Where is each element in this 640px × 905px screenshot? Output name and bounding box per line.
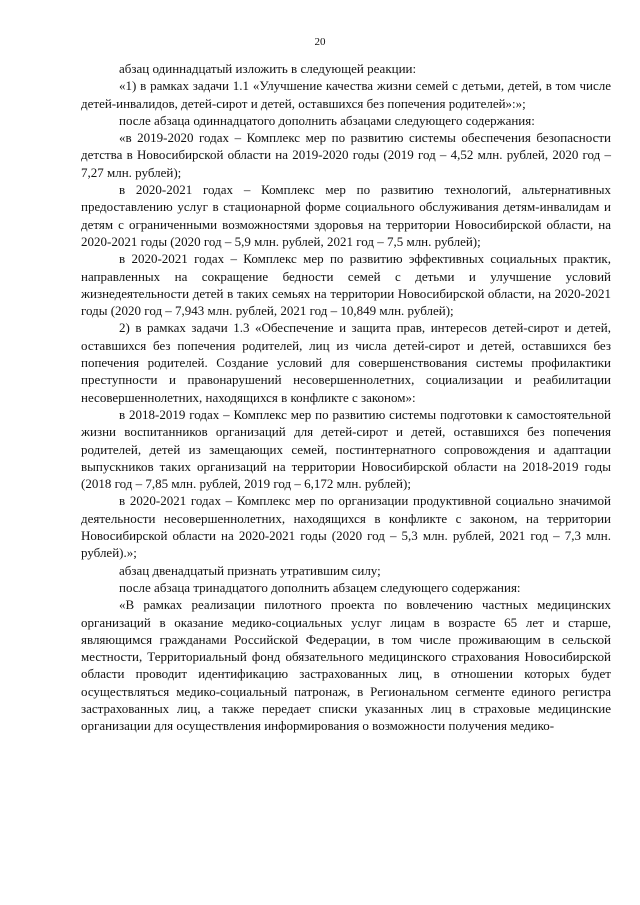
paragraph: абзац одиннадцатый изложить в следующей реакции:	[119, 61, 417, 76]
page-number: 20	[314, 36, 326, 48]
paragraph: «1) в рамках задачи 1.1 «Улучшение качества жизни семей с детьми, детей, в том числе детей-инвалидов, детей-сирот и детей, оставшихся без попечения родителей»:»;	[81, 78, 611, 111]
paragraph: абзац двенадцатый признать утратившим силу;	[119, 562, 381, 578]
paragraph: «В рамках реализации пилотного проекта по вовлечению частных медицинских организаций в оказание медико-социальных услуг лицам в возрасте 65 лет и старше, являющимся гражданами Российской Федерации, в том числе проживающим в сельской местности, Территориальный фонд обязательного медицинского страхования Новосибирской области проводит идентификацию застрахованных лиц, в отношении которых будет осуществляться медико-социальный патронаж, в Региональном сегменте единого регистра застрахованных лиц, а также передает списки указанных лиц в страховые медицинские организации для осуществления информирования о возможности получения медико-	[81, 597, 611, 734]
paragraph: в 2020-2021 годах – Комплекс мер по развитию эффективных социальных практик, направленных на сокращение бедности семей с детьми и улучшение условий жизнедеятельности детей в таких семьях на территории Новосибирской области, на 2020-2021 годы (2020 год – 7,943 млн. рублей, 2021 год – 10,849 млн. рублей);	[81, 251, 611, 319]
paragraph: 2) в рамках задачи 1.3 «Обеспечение и защита прав, интересов детей-сирот и детей, оставшихся без попечения родителей, лиц из числа детей-сирот и детей, оставшихся без попечения родителей. Создание условий для совершенствования системы профилактики преступности и правонарушений несовершеннолетних, социализации и реабилитации несовершеннолетних, находящихся в конфликте с законом»:	[81, 320, 611, 405]
document-body	[81, 60, 611, 735]
paragraph: в 2018-2019 годах – Комплекс мер по развитию системы подготовки к самостоятельной жизни воспитанников организаций для детей-сирот и детей, оставшихся без попечения родителей, детей из замещающих семей, постинтернатного сопровождения и адаптации выпускников таких организаций на территории Новосибирской области на 2018-2019 годы (2018 год – 7,85 млн. рублей, 2019 год – 6,172 млн. рублей);	[81, 406, 611, 492]
paragraph: в 2020-2021 годах – Комплекс мер по организации продуктивной социально значимой деятельности несовершеннолетних, находящихся в конфликте с законом, на территории Новосибирской области на 2020-2021 годы (2020 год – 5,3 млн. рублей, 2021 год – 7,3 млн. рублей).»;	[81, 493, 611, 561]
paragraph: в 2020-2021 годах – Комплекс мер по развитию технологий, альтернативных предоставлению услуг в стационарной форме социального обслуживания детям-инвалидам и детям с ограниченными возможностями здоровья на территории Новосибирской области, на 2020-2021 годы (2020 год – 5,9 млн. рублей, 2021 год – 7,5 млн. рублей);	[81, 182, 611, 249]
paragraph: после абзаца тринадцатого дополнить абзацем следующего содержания:	[119, 579, 521, 595]
paragraph: после абзаца одиннадцатого дополнить абзацами следующего содержания:	[119, 112, 535, 128]
paragraph: «в 2019-2020 годах – Комплекс мер по развитию системы обеспечения безопасности детства в Новосибирской области на 2019-2020 годы (2019 год – 4,52 млн. рублей, 2020 год – 7,27 млн. рублей);	[81, 130, 611, 180]
